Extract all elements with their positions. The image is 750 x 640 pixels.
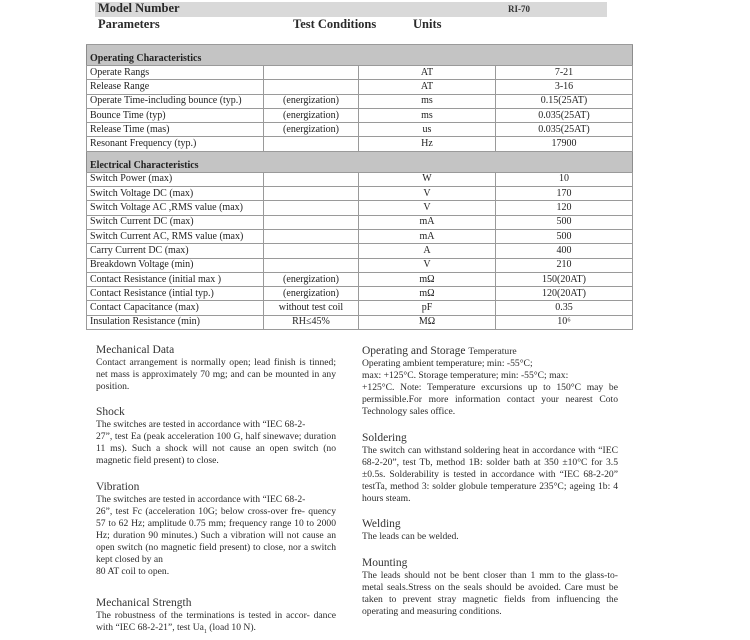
parameter-cell: Switch Power (max) — [87, 172, 264, 186]
value-cell: 120(20AT) — [496, 287, 633, 301]
unit-cell: pF — [359, 301, 496, 315]
table-row — [87, 123, 633, 137]
test-condition-cell — [264, 172, 359, 186]
parameter-cell: Switch Current AC, RMS value (max) — [87, 229, 264, 243]
test-condition-cell — [264, 80, 359, 94]
parameter-cell: Switch Current DC (max) — [87, 215, 264, 229]
section-header: Operating Characteristics — [87, 45, 633, 66]
test-condition-cell — [264, 201, 359, 215]
unit-cell: mΩ — [359, 272, 496, 286]
value-cell: 3-16 — [496, 80, 633, 94]
parameter-cell: Release Time (mas) — [87, 123, 264, 137]
section-title: Mounting — [362, 557, 408, 569]
model-number-label: Model Number — [98, 1, 180, 15]
column-header-test-conditions: Test Conditions — [293, 17, 377, 31]
unit-cell: mA — [359, 229, 496, 243]
table-row — [87, 108, 633, 122]
value-cell: 0.35 — [496, 301, 633, 315]
test-condition-cell — [264, 244, 359, 258]
section-title: Mechanical Data — [96, 344, 175, 356]
section-mechanical-data — [96, 344, 336, 393]
unit-cell: ms — [359, 94, 496, 108]
table-row — [87, 229, 633, 243]
table-row — [87, 301, 633, 315]
unit-cell: V — [359, 187, 496, 201]
test-condition-cell: (energization) — [264, 287, 359, 301]
column-header-parameters: Parameters — [98, 17, 160, 31]
test-condition-cell: (energization) — [264, 108, 359, 122]
unit-cell: AT — [359, 66, 496, 80]
test-condition-cell: RH≤45% — [264, 315, 359, 329]
value-cell: 0.035(25AT) — [496, 123, 633, 137]
table-row — [87, 201, 633, 215]
section-body: 27”, test Ea (peak acceleration 100 G, half sinewave; duration 11 ms). Such a shock will not cause an open switch (no magnetic field present) to close. — [96, 431, 336, 466]
unit-cell: W — [359, 172, 496, 186]
parameter-cell: Operate Time-including bounce (typ.) — [87, 94, 264, 108]
table-row — [87, 66, 633, 80]
table-row — [87, 94, 633, 108]
parameter-cell: Breakdown Voltage (min) — [87, 258, 264, 272]
value-cell: 10 — [496, 172, 633, 186]
section-mechanical-strength — [96, 597, 336, 638]
section-title: Shock — [96, 406, 125, 418]
model-number-value: RI-70 — [508, 4, 530, 14]
test-condition-cell — [264, 258, 359, 272]
unit-cell: AT — [359, 80, 496, 94]
value-cell: 400 — [496, 244, 633, 258]
parameter-cell: Contact Resistance (intial typ.) — [87, 287, 264, 301]
value-cell: 10⁶ — [496, 315, 633, 329]
table-row — [87, 215, 633, 229]
test-condition-cell: (energization) — [264, 94, 359, 108]
section-header: Electrical Characteristics — [87, 151, 633, 172]
test-condition-cell — [264, 187, 359, 201]
value-cell: 0.15(25AT) — [496, 94, 633, 108]
section-body-line1: The switches are tested in accordance with “IEC 68-2- — [96, 494, 306, 505]
value-cell: 170 — [496, 187, 633, 201]
test-condition-cell — [264, 137, 359, 151]
parameter-cell: Switch Voltage DC (max) — [87, 187, 264, 201]
section-shock — [96, 406, 336, 467]
section-body-line1: Operating ambient temperature; min: -55°C; — [362, 358, 533, 369]
parameter-cell: Resonant Frequency (typ.) — [87, 137, 264, 151]
unit-cell: A — [359, 244, 496, 258]
test-condition-cell — [264, 215, 359, 229]
value-cell: 17900 — [496, 137, 633, 151]
parameter-cell: Carry Current DC (max) — [87, 244, 264, 258]
table-row — [87, 272, 633, 286]
section-body: The switch can withstand soldering heat in accordance with “IEC 68-2-20”, test Tb, method 1B: solder bath at 350 ±10°C for 3.5 ±0.5s. Solderability is tested in accordance with “IEC 68-2-20” testTa, method 3: solder globule temperature 235°C; ageing 1b: 4 hours steam. — [362, 445, 618, 504]
section-body: The leads should not be bent closer than 1 mm to the glass-to-metal seals.Stress on the seals should be avoided. Care must be taken to prevent stray magnetic fields from influencing the operating and measuring conditions. — [362, 570, 618, 617]
table-row — [87, 287, 633, 301]
section-welding — [362, 518, 618, 543]
section-operating-characteristics — [87, 45, 633, 66]
table-row — [87, 315, 633, 329]
parameter-cell: Insulation Resistance (min) — [87, 315, 264, 329]
section-body: The robustness of the terminations is tested in accor- dance with “IEC 68-2-21”, test $Ua_1$ (load 10 N). — [96, 610, 336, 635]
value-cell: 150(20AT) — [496, 272, 633, 286]
parameter-cell: Release Range — [87, 80, 264, 94]
parameter-cell: Switch Voltage AC ,RMS value (max) — [87, 201, 264, 215]
section-body: 26”, test Fc (acceleration 10G; below cross-over fre- quency 57 to 62 Hz; amplitude 0.75 mm; frequency range 10 to 2000 Hz; duration 90 minutes.) Such a vibration will not cause an open switch (no magnetic field present) to close, nor a switch kept closed by an — [96, 506, 336, 565]
section-title: Vibration — [96, 481, 140, 493]
table-row — [87, 244, 633, 258]
parameter-cell: Operate Rangs — [87, 66, 264, 80]
parameter-cell: Bounce Time (typ) — [87, 108, 264, 122]
table-row — [87, 137, 633, 151]
value-cell: 500 — [496, 229, 633, 243]
unit-cell: us — [359, 123, 496, 137]
unit-cell: Hz — [359, 137, 496, 151]
value-cell: 0.035(25AT) — [496, 108, 633, 122]
table-row — [87, 172, 633, 186]
section-body: The leads can be welded. — [362, 531, 459, 542]
section-electrical-characteristics — [87, 151, 633, 172]
section-body-line1: The switches are tested in accordance with “IEC 68-2- — [96, 419, 306, 430]
test-condition-cell: (energization) — [264, 123, 359, 137]
section-body: Contact arrangement is normally open; lead finish is tinned; net mass is approximately 70 mg; and can be mounted in any position. — [96, 357, 336, 392]
table-row — [87, 258, 633, 272]
value-cell: 210 — [496, 258, 633, 272]
test-condition-cell: without test coil — [264, 301, 359, 315]
unit-cell: V — [359, 201, 496, 215]
value-cell: 500 — [496, 215, 633, 229]
specifications-table — [86, 44, 633, 330]
test-condition-cell — [264, 66, 359, 80]
section-title: Mechanical Strength — [96, 597, 192, 609]
section-soldering — [362, 432, 618, 505]
parameter-cell: Contact Resistance (initial max ) — [87, 272, 264, 286]
unit-cell: MΩ — [359, 315, 496, 329]
table-row — [87, 80, 633, 94]
section-body: +125°C. Note: Temperature excursions up to 150°C may be permissible.For more information contact your nearest Coto Technology sales office. — [362, 382, 618, 417]
value-cell: 120 — [496, 201, 633, 215]
table-row — [87, 187, 633, 201]
section-title: Operating and Storage Temperature — [362, 345, 517, 357]
section-temperature — [362, 345, 618, 418]
column-header-units: Units — [413, 17, 442, 31]
unit-cell: V — [359, 258, 496, 272]
section-title: Soldering — [362, 432, 407, 444]
section-body-last: 80 AT coil to open. — [96, 566, 170, 577]
section-mounting — [362, 557, 618, 618]
test-condition-cell — [264, 229, 359, 243]
parameter-cell: Contact Capacitance (max) — [87, 301, 264, 315]
section-body-line2: max: +125°C. Storage temperature; min: -55°C; max: — [362, 370, 569, 381]
unit-cell: mA — [359, 215, 496, 229]
value-cell: 7-21 — [496, 66, 633, 80]
unit-cell: mΩ — [359, 287, 496, 301]
unit-cell: ms — [359, 108, 496, 122]
section-title: Welding — [362, 518, 401, 530]
section-vibration — [96, 481, 336, 578]
test-condition-cell: (energization) — [264, 272, 359, 286]
